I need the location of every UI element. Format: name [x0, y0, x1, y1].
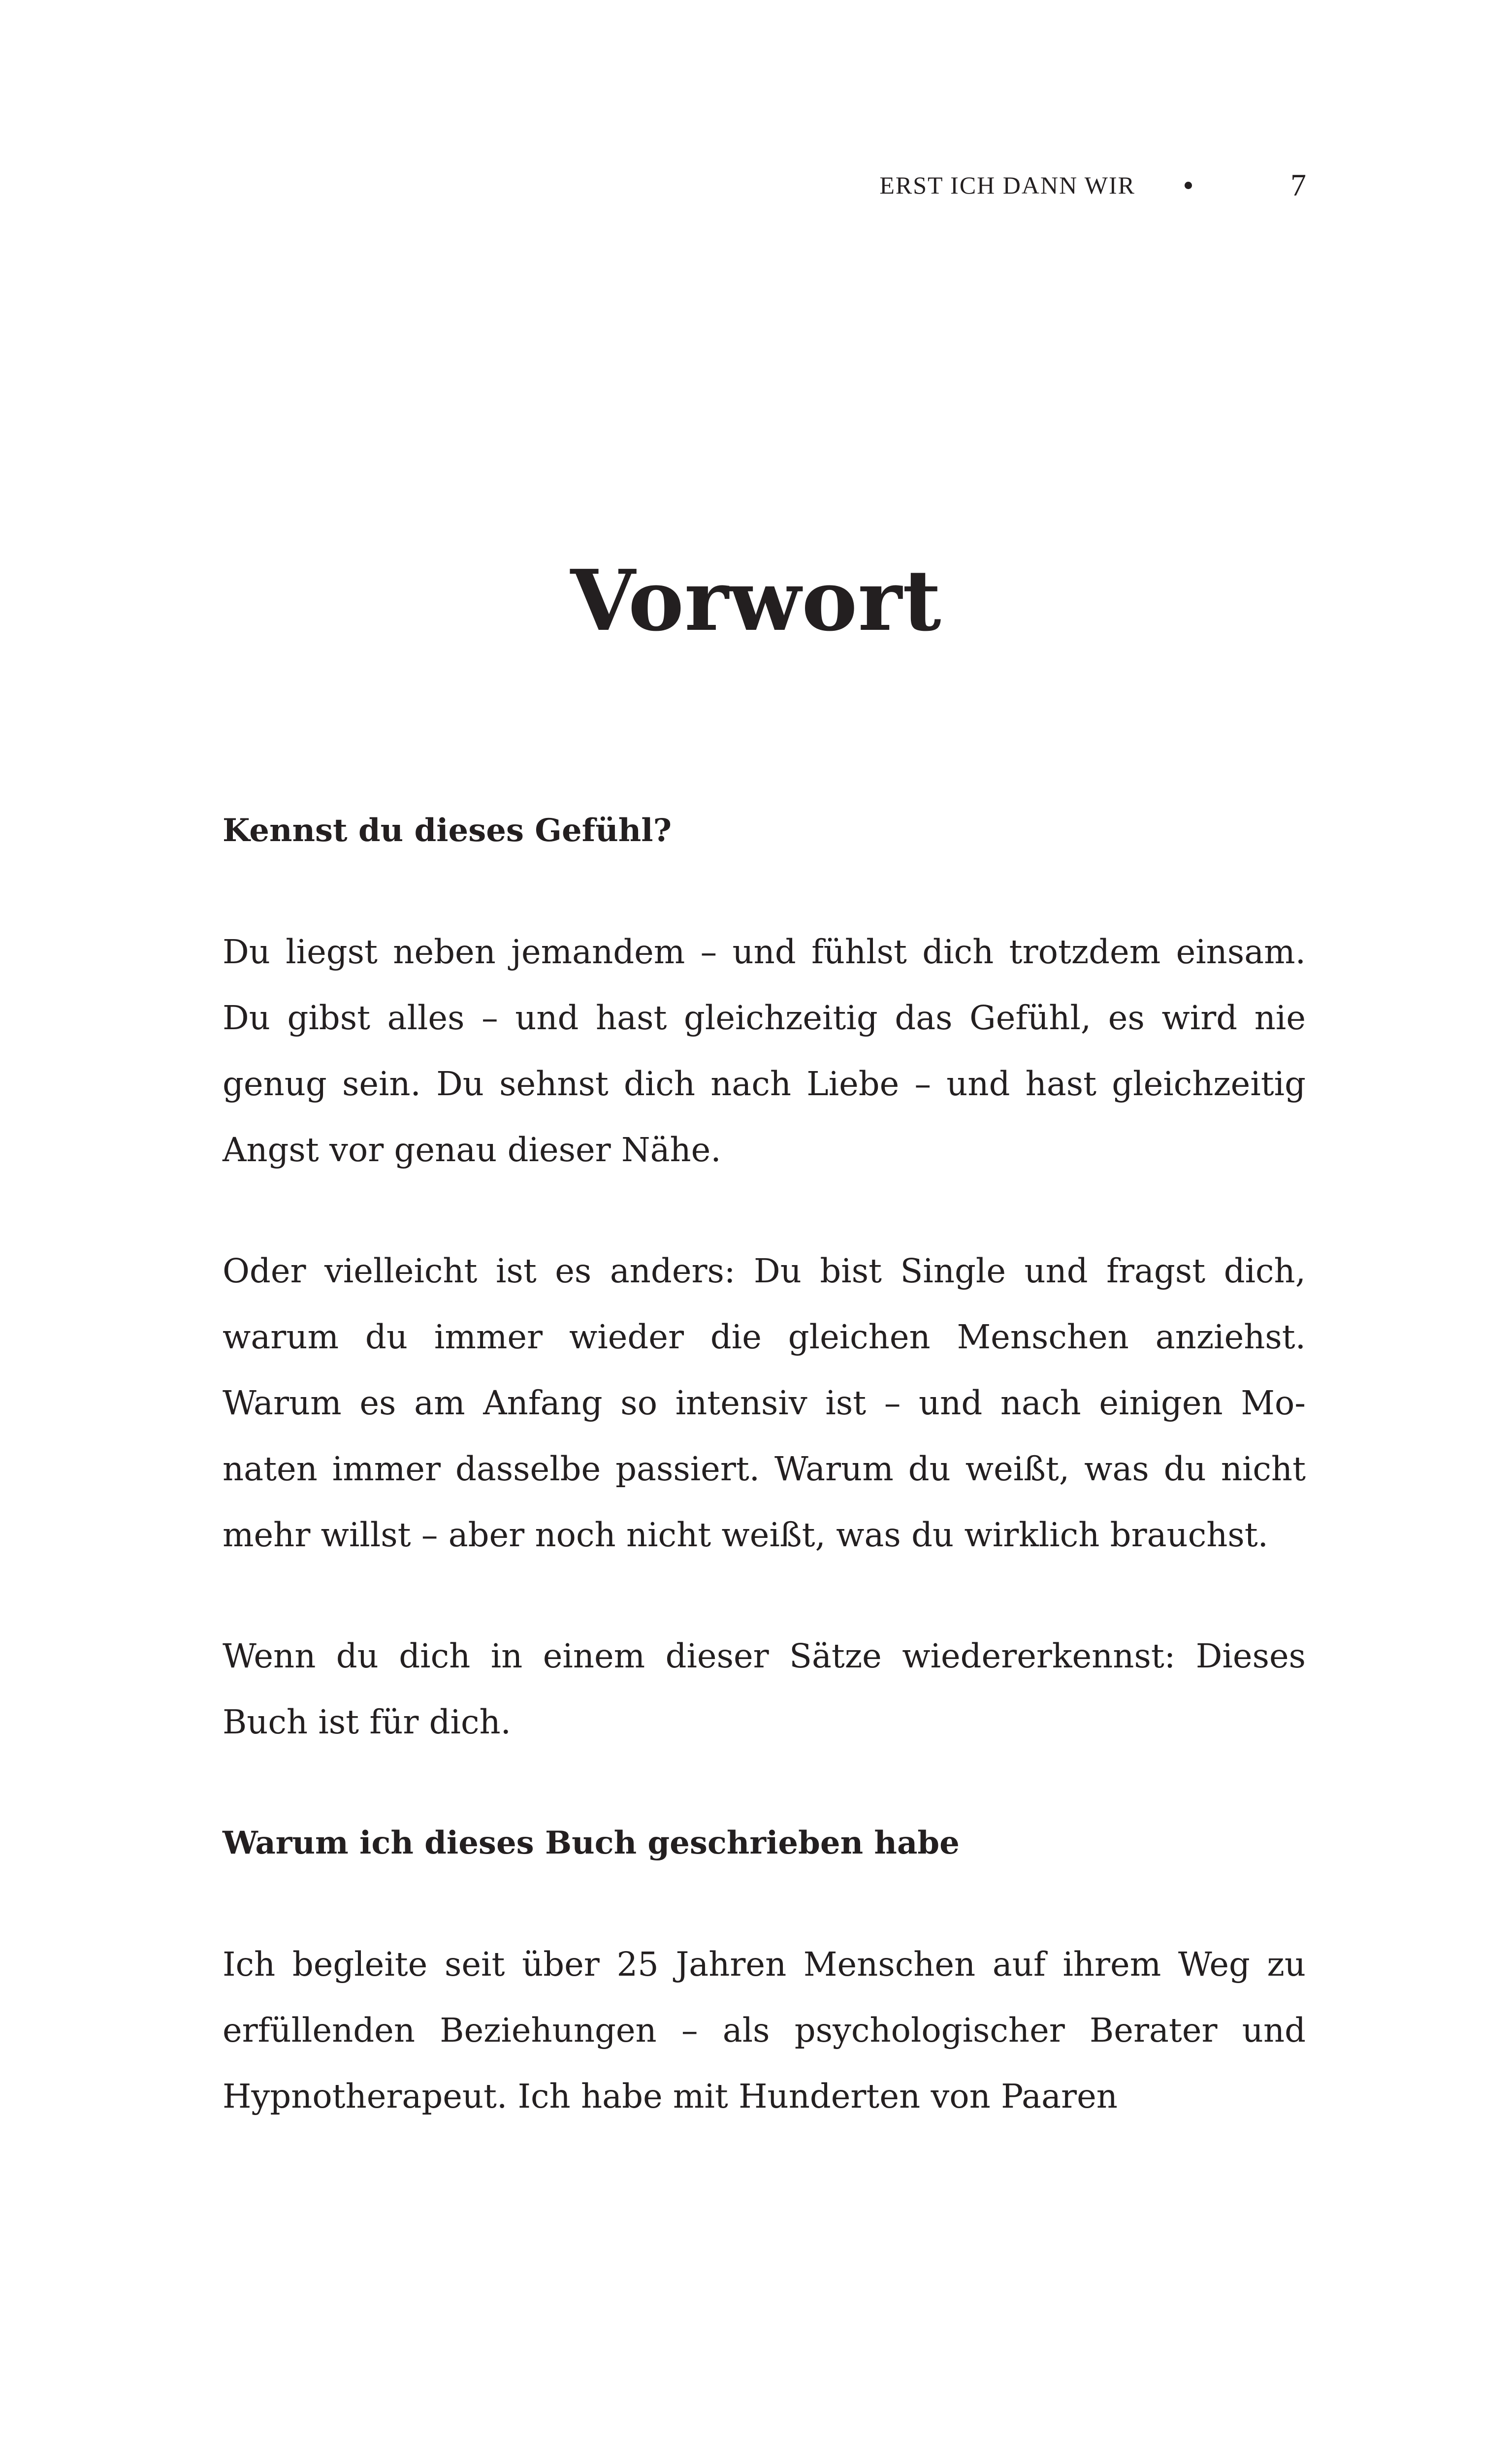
paragraph: Du liegst neben jemandem – und fühlst dich trotzdem einsam. Du gibst alles – und hast gleichzeitig das Gefühl, es wird nie genug sein. Du sehnst dich nach Liebe – und hast gleichzeitig Angst vor genau dieser Nähe. — [223, 933, 1306, 1169]
separator-bullet-icon — [1185, 182, 1192, 189]
section-heading: Warum ich dieses Buch geschrieben habe — [223, 1824, 960, 1861]
running-title: ERST ICH DANN WIR — [879, 171, 1135, 199]
section-heading: Kennst du dieses Gefühl? — [223, 812, 672, 849]
paragraph: Oder vielleicht ist es anders: Du bist Single und fragst dich, warum du immer wieder die gleichen Menschen anziehst. Warum es am Anfang so intensiv ist – und nach einigen Monaten immer dasselbe passiert. Warum du weißt, was du nicht mehr willst – aber noch nicht weißt, was du wirklich brauchst. — [223, 1252, 1306, 1554]
body-text — [223, 798, 1306, 2129]
running-header — [879, 165, 1306, 205]
paragraph: Ich begleite seit über 25 Jahren Menschen auf ihrem Weg zu erfüllenden Beziehungen – als psychologischer Berater und Hypnotherapeut. Ich habe mit Hunderten von Paaren — [223, 1945, 1306, 2116]
chapter-title: Vorwort — [570, 552, 942, 650]
page-number: 7 — [1290, 167, 1306, 202]
paragraph: Wenn du dich in einem dieser Sätze wiedererkennst: Dieses Buch ist für dich. — [223, 1637, 1306, 1741]
